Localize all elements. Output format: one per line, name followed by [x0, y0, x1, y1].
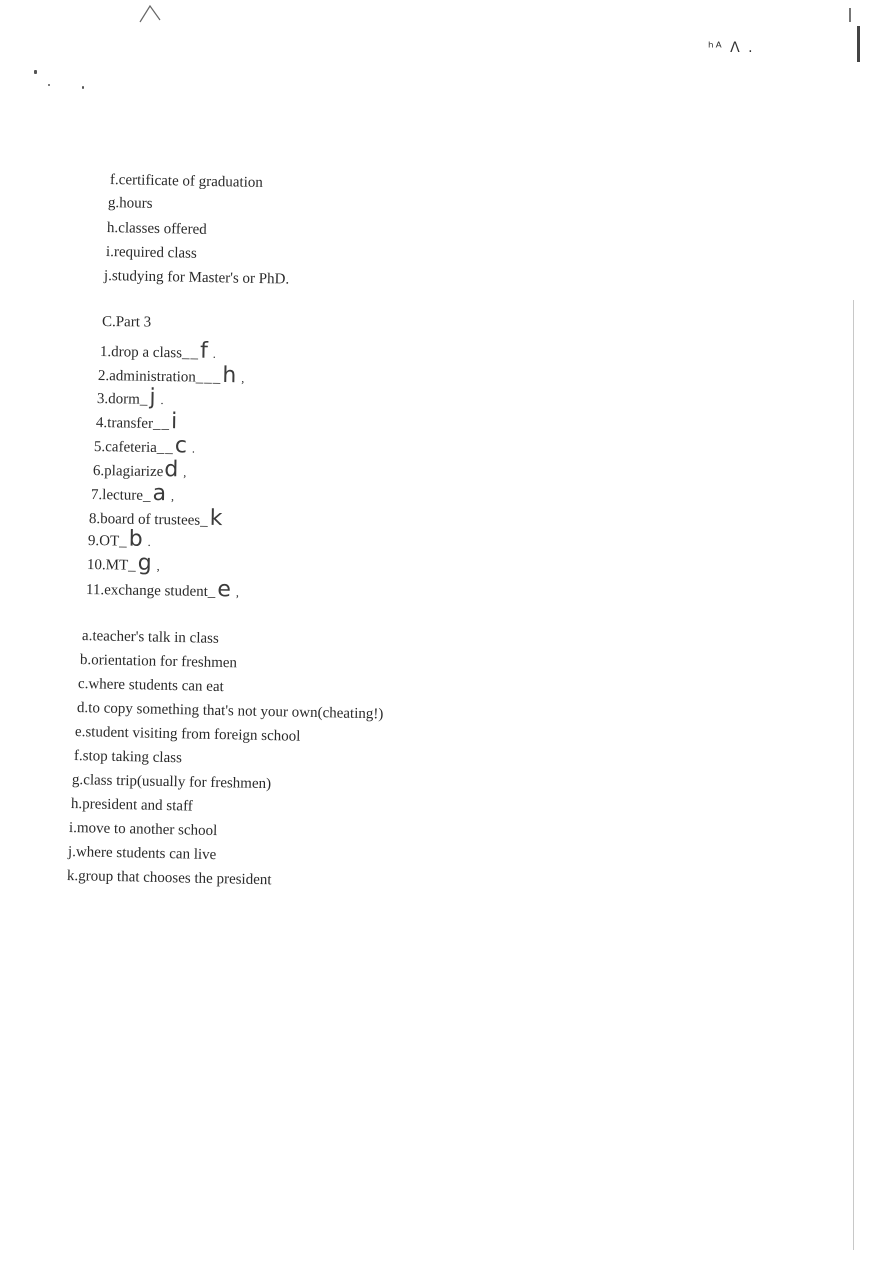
question-item [86, 577, 239, 601]
scan-speck [82, 86, 84, 89]
question-text: 11.exchange student [85, 582, 208, 600]
answer-blank: _ [142, 487, 152, 504]
top-list-item: g.hours [107, 195, 153, 212]
scan-edge-line [857, 26, 860, 62]
top-list-item: j.studying for Master's or PhD. [103, 268, 290, 288]
question-text: 4.transfer [95, 415, 154, 432]
answer-blank: _ [200, 512, 209, 529]
definition-item: f.stop taking class [73, 748, 183, 767]
handwritten-answer: e [217, 577, 232, 603]
question-item [98, 363, 245, 387]
definition-item: d.to copy something that's not your own(cheating!) [76, 700, 384, 723]
question-text: 5.cafeteria [93, 439, 157, 456]
question-item [88, 528, 151, 551]
scan-corner-mark [138, 2, 164, 24]
question-item [91, 482, 174, 505]
handwritten-answer: g [137, 550, 152, 577]
answer-blank: __ [181, 345, 200, 362]
definition-item: e.student visiting from foreign school [74, 724, 301, 745]
answer-blank: _ [207, 583, 217, 601]
handwritten-answer: b [128, 526, 143, 552]
answer-tail-mark: , [183, 465, 187, 480]
answer-tail-mark: . [147, 534, 151, 549]
definition-item: j.where students can live [67, 844, 217, 864]
handwritten-answer: h [222, 362, 237, 389]
handwritten-answer: d [164, 457, 179, 483]
question-item [96, 410, 183, 433]
definition-item: i.move to another school [68, 820, 218, 840]
scan-speck [34, 70, 37, 74]
question-text: 6.plagiarize [92, 463, 164, 481]
header-mark: ʰᴬ ᐱ . [708, 40, 755, 56]
question-item [97, 386, 164, 409]
question-item [89, 506, 228, 530]
answer-tail-mark: , [241, 371, 245, 386]
answer-blank: _ [119, 533, 128, 550]
answer-tail-mark: , [156, 559, 160, 574]
question-item [93, 458, 187, 481]
scan-edge-line [853, 300, 854, 1250]
answer-tail-mark: . [212, 346, 216, 361]
definition-item: h.president and staff [70, 796, 193, 815]
answer-blank: __ [156, 439, 174, 457]
definition-item: g.class trip(usually for freshmen) [71, 772, 272, 793]
handwritten-answer: c [174, 433, 188, 459]
definition-item: a.teacher's talk in class [81, 628, 219, 647]
question-text: 3.dorm [96, 391, 141, 408]
answer-tail-mark: . [160, 392, 164, 408]
part-title: C.Part 3 [101, 314, 152, 331]
handwritten-answer: j [149, 384, 156, 410]
question-text: 9.OT [87, 533, 120, 550]
scan-speck [48, 84, 50, 86]
question-text: 10.MT [86, 557, 129, 574]
question-text: 7.lecture [90, 487, 144, 504]
top-list-item: f.certificate of graduation [109, 172, 263, 191]
handwritten-answer: a [152, 480, 167, 507]
answer-tail-mark: , [170, 489, 175, 504]
answer-blank: __ [152, 415, 171, 433]
question-text: 8.board of trustees [88, 511, 201, 529]
answer-blank: ___ [195, 369, 222, 386]
definition-item: k.group that chooses the president [66, 868, 272, 889]
answer-blank: _ [128, 557, 137, 574]
handwritten-answer: k [209, 505, 223, 532]
scan-edge-line [849, 8, 851, 22]
top-list-item: i.required class [105, 244, 197, 262]
answer-tail-mark: . [191, 441, 196, 456]
top-list-item: h.classes offered [106, 220, 207, 238]
question-text: 2.administration [97, 368, 196, 386]
question-item [94, 434, 195, 458]
definition-item: c.where students can eat [77, 676, 224, 696]
definition-item: b.orientation for freshmen [79, 652, 238, 672]
question-item [87, 552, 160, 575]
answer-tail-mark: , [235, 585, 240, 600]
handwritten-answer: i [170, 409, 178, 435]
handwritten-answer: f [199, 338, 209, 364]
answer-blank: _ [139, 391, 149, 408]
question-item [100, 339, 216, 363]
question-text: 1.drop a class [99, 344, 183, 362]
